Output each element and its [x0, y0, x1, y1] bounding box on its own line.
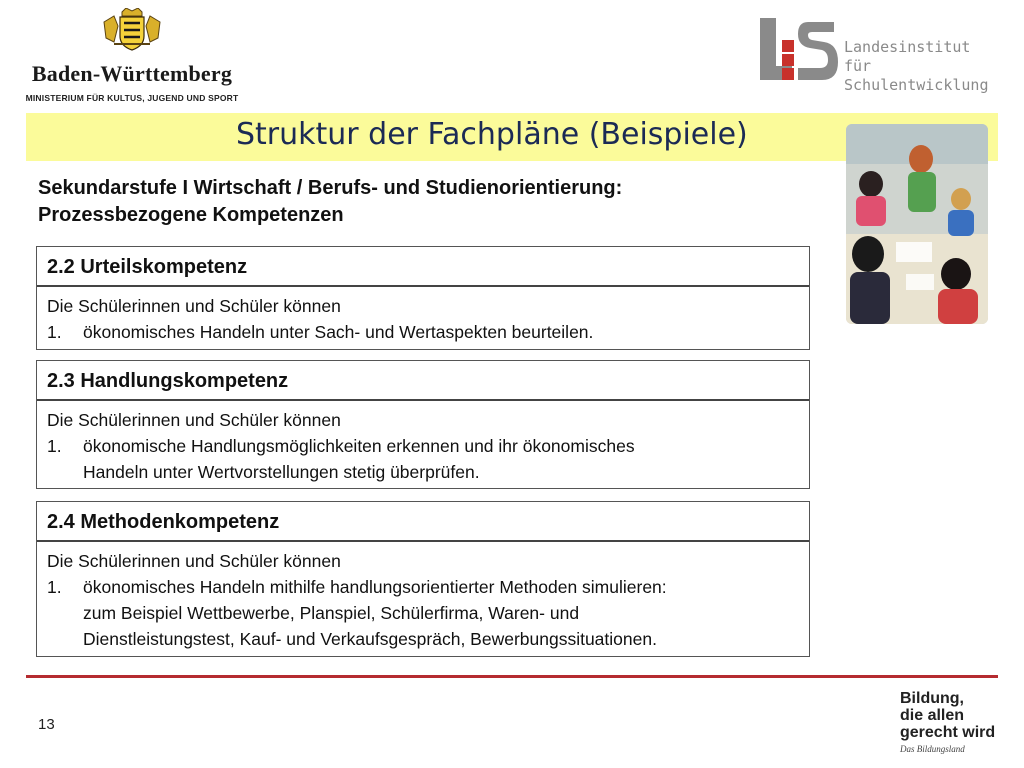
list-number: 1. — [47, 436, 62, 456]
ministry-name: MINISTERIUM FÜR KULTUS, JUGEND UND SPORT — [25, 93, 239, 103]
list-text — [83, 433, 799, 485]
list-text — [83, 319, 799, 345]
list-text-line: Dienstleistungstest, Kauf- und Verkaufsgespräch, Bewerbungssituationen. — [83, 629, 657, 649]
list-text-line: ökonomische Handlungsmöglichkeiten erkennen und ihr ökonomisches — [83, 436, 635, 456]
competence-intro: Die Schülerinnen und Schüler können — [47, 296, 341, 316]
competence-intro: Die Schülerinnen und Schüler können — [47, 551, 341, 571]
slogan-sub: Das Bildungsland — [900, 744, 965, 754]
list-number: 1. — [47, 577, 62, 597]
state-name: Baden-Württemberg — [31, 61, 233, 86]
list-number: 1. — [47, 322, 62, 342]
competence-body — [37, 542, 809, 658]
classroom-photo-image-icon — [846, 124, 988, 324]
institute-line-2: für Schulentwicklung — [844, 57, 989, 94]
slogan-line-3: gerecht wird — [900, 724, 996, 741]
competence-body — [37, 401, 809, 491]
subtitle — [38, 175, 622, 229]
footer-divider — [26, 675, 998, 678]
competence-body — [37, 287, 809, 351]
subtitle-line-1: Sekundarstufe I Wirtschaft / Berufs- und Studienorientierung: — [38, 177, 623, 199]
ls-logo-mark-icon — [760, 18, 838, 84]
slogan-line-2: die allen — [900, 707, 965, 724]
competence-heading: 2.4 Methodenkompetenz — [37, 502, 809, 542]
list-text-line: ökonomisches Handeln unter Sach- und Wertaspekten beurteilen. — [83, 322, 594, 342]
competence-heading: 2.2 Urteilskompetenz — [37, 247, 809, 287]
subtitle-line-2: Prozessbezogene Kompetenzen — [38, 204, 344, 226]
page-number: 13 — [38, 716, 55, 733]
institute-name — [844, 38, 1010, 95]
list-text-line: ökonomisches Handeln mithilfe handlungsorientierter Methoden simulieren: — [83, 577, 667, 597]
slogan-line-1: Bildung, — [900, 690, 964, 707]
list-item — [47, 574, 799, 652]
coat-of-arms-icon — [96, 8, 168, 52]
competence-intro: Die Schülerinnen und Schüler können — [47, 410, 341, 430]
classroom-photo — [846, 124, 988, 324]
list-item — [47, 433, 799, 485]
list-text-line: Handeln unter Wertvorstellungen stetig überprüfen. — [83, 462, 480, 482]
slide-title: Struktur der Fachpläne (Beispiele) — [236, 117, 748, 152]
list-text-line: zum Beispiel Wettbewerbe, Planspiel, Schülerfirma, Waren- und — [83, 603, 580, 623]
competence-box-urteil — [36, 246, 810, 350]
competence-box-handlung — [36, 360, 810, 489]
competence-heading: 2.3 Handlungskompetenz — [37, 361, 809, 401]
ls-logo — [760, 18, 1010, 94]
institute-line-1: Landesinstitut — [844, 38, 971, 56]
list-text — [83, 574, 799, 652]
competence-box-methoden — [36, 501, 810, 657]
slogan-logo — [900, 690, 1010, 754]
bw-logo — [22, 8, 242, 103]
list-item — [47, 319, 799, 345]
